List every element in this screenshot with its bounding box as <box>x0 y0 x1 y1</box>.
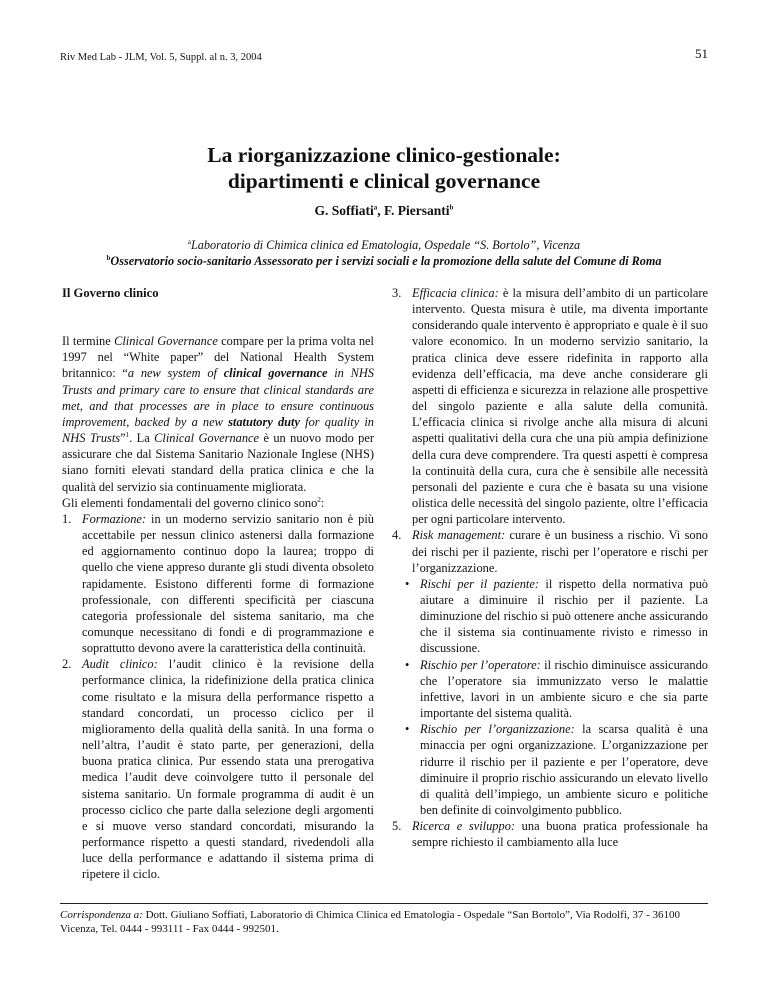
bullet-text: il rischio diminuisce assicurando che l’operatore sia immunizzato verso le malattie infettive, lavori in un ambiente sicuro e che sia parte importante del sistema qualità. <box>420 657 708 721</box>
text-run: Gli elementi fondamentali del governo clinico sono <box>62 495 318 510</box>
list-term: Audit clinico: <box>82 657 158 672</box>
text-run: a new system of <box>127 366 224 381</box>
footnote-text: Dott. Giuliano Soffiati, Laboratorio di Chimica Clinica ed Ematologia - Ospedale “San Bortolo”, Via Rodolfi, 37 - 36100 Vicenza, Tel. 0444 - 993111 - Fax 0444 - 992501. <box>60 909 681 935</box>
footnote-label: Corrispondenza a: <box>60 909 143 921</box>
left-column <box>62 285 374 882</box>
emphasis-term: statutory duty <box>228 414 301 429</box>
title-line-2: dipartimenti e clinical governance <box>227 169 541 193</box>
list-item-ricerca-sviluppo <box>392 818 708 850</box>
page-number: 51 <box>695 46 708 61</box>
affiliation-text: Laboratorio di Chimica clinica ed Ematologia, Ospedale “S. Bortolo”, Vicenza <box>191 238 581 252</box>
affiliation-b <box>0 254 768 269</box>
text-run: Il termine <box>62 334 115 349</box>
list-text: una buona pratica professionale ha sempre richiesto il cambiamento alla luce <box>412 819 708 850</box>
title-line-1: La riorganizzazione clinico-gestionale: <box>207 143 561 167</box>
list-number: 4. <box>392 528 402 543</box>
text-run: in NHS Trusts and primary care to ensure that clinical standards are met, and that processes are in place to ensure continuous improvement, backed by a new <box>62 366 374 429</box>
emphasis-term: clinical governance <box>223 366 328 381</box>
bullet-marker: • <box>405 657 410 672</box>
affiliation-marker: b <box>106 253 111 262</box>
list-item-efficacia-clinica <box>392 285 708 527</box>
bullet-term: Rischi per il paziente: <box>420 576 540 591</box>
article-title <box>0 142 768 194</box>
bullet-term: Rischio per l’operatore: <box>420 657 541 672</box>
bullet-marker: • <box>405 722 410 737</box>
affiliation-marker: a <box>187 237 192 246</box>
list-text: l’audit clinico è la revisione della performance clinica, la ridefinizione della pratica clinica come risultato e la misura della performance rispetto a standard concordati, un processo ciclico per il miglioramento della qualità della sanità. In una forma o nell’altra, l’audit è stato parte, per generazioni, della buona pratica clinica. Pur essendo stata una prerogativa medica l’audit deve coinvolgere tutto il personale del sistema sanitario. Un formale programma di audit è un processo ciclico che parte dalla selezione degli argomenti e si muove verso standard concordati, misurando la performance rispetto a questi standard, rivedendoli alla luce della performance e adattando il sistema prima di ripetere il ciclo. <box>82 657 374 882</box>
list-text: curare è un business a rischio. Vi sono dei rischi per il paziente, rischi per l’operatore e rischi per l’organizzazione. <box>412 528 708 575</box>
list-term: Ricerca e sviluppo: <box>412 819 516 834</box>
bullet-rischi-paziente <box>392 576 708 657</box>
journal-citation: Riv Med Lab - JLM, Vol. 5, Suppl. al n. 3, 2004 <box>60 52 262 63</box>
list-item-formazione <box>62 511 374 656</box>
text-run: . La <box>129 431 155 446</box>
text-run: compare per la prima volta nel 1997 nel “White paper” del National Health System britannico: “ <box>62 334 374 381</box>
affiliation-text: Osservatorio socio-sanitario Assessorato per i servizi sociali e la promozione della salute del Comune di Roma <box>110 254 662 268</box>
bullet-term: Rischio per l’organizzazione: <box>420 722 575 737</box>
footnote-rule <box>60 903 708 904</box>
author-separator: , <box>377 203 385 218</box>
list-text: in un moderno servizio sanitario non è più accettabile per nessun clinico astenersi dalla formazione ed aggiornamento continuo dopo la laurea; troppo di quello che viene appreso durante gli studi diventa obsoleto rapidamente. Esistono differenti forme di formazione professionale, con differenti specificità per ciascuna categoria professionale del sistema sanitario, ma che comunque necessitano di fondi e di programmazione e soprattutto devono avere la caratteristica della continuità. <box>82 511 374 656</box>
list-number: 3. <box>392 286 402 300</box>
list-term: Efficacia clinica: <box>412 286 499 300</box>
elements-intro <box>62 495 374 511</box>
running-header <box>60 46 708 66</box>
bullet-text: il rispetto della normativa può aiutare a diminuire il rischio per il paziente. La diminuzione del rischio si può ottenere anche assicurando che il sistema sia continuamente rivisto e rimesso in discussione. <box>420 576 708 656</box>
bullet-marker: • <box>405 576 410 591</box>
list-item-audit-clinico <box>62 656 374 882</box>
list-number: 2. <box>62 657 72 672</box>
italic-term: Clinical Governance <box>154 431 260 446</box>
list-text: è la misura dell’ambito di un particolare intervento. Questa misura è utile, ma diventa importante considerando quale intervento è appropriato e quale è il suo valore economico. In un moderno servizio sanitario, la pratica clinica deve essere ridefinita in rapporto alla evidenza dell’efficacia, ma deve anche considerare gli aspetti di efficienza e sicurezza in relazione alle prospettive del singolo paziente e alla salute della comunità. L’efficacia clinica si rivolge anche alla misura di alcuni aspetti qualitativi della cura che una più ampia definizione della cura deve comprendere. Tra questi aspetti è compresa la continuità della cura, cura che è sensibile alle necessità personali del paziente e cura che è basata su una visione olistica delle necessità del singolo paziente, oltre l’efficacia per ogni particolare intervento. <box>412 286 708 527</box>
italic-term: Clinical Governance <box>114 334 218 349</box>
author-name: F. Piersanti <box>384 203 450 218</box>
list-term: Formazione: <box>82 511 147 526</box>
text-run: ” <box>120 431 126 446</box>
bullet-text: la scarsa qualità è una minaccia per ogni organizzazione. L’organizzazione per ridurre il rischio per il paziente e per l’operatore, deve diminuire il proprio rischio assicurando un elevato livello di qualità dell’impiego, un ambiente sicuro e politiche ben definite di coinvolgimento pubblico. <box>420 722 708 817</box>
correspondence-footnote <box>60 909 708 936</box>
affiliation-marker: b <box>449 203 454 212</box>
intro-paragraph <box>62 333 374 495</box>
bullet-rischio-organizzazione <box>392 721 708 818</box>
affiliation-marker: a <box>373 203 378 212</box>
section-heading: Il Governo clinico <box>62 286 159 300</box>
list-term: Risk management: <box>412 528 506 543</box>
text-run: for quality in NHS Trusts <box>62 414 375 446</box>
reference-marker: 1 <box>125 430 130 439</box>
text-run: è un nuovo modo per assicurare che dal Sistema Sanitario Nazionale Inglese (NHS) siano forniti elevati standard della pratica clinica e che la qualità del servizio sia continuamente migliorata. <box>62 431 374 494</box>
text-run: : <box>320 495 325 510</box>
affiliation-a <box>0 238 768 253</box>
author-list <box>0 203 768 219</box>
list-number: 5. <box>392 819 402 834</box>
bullet-rischio-operatore <box>392 657 708 722</box>
list-item-risk-management <box>392 527 708 575</box>
reference-marker: 2 <box>317 495 321 504</box>
author-name: G. Soffiati <box>314 203 374 218</box>
right-column <box>392 285 708 850</box>
list-number: 1. <box>62 511 72 526</box>
